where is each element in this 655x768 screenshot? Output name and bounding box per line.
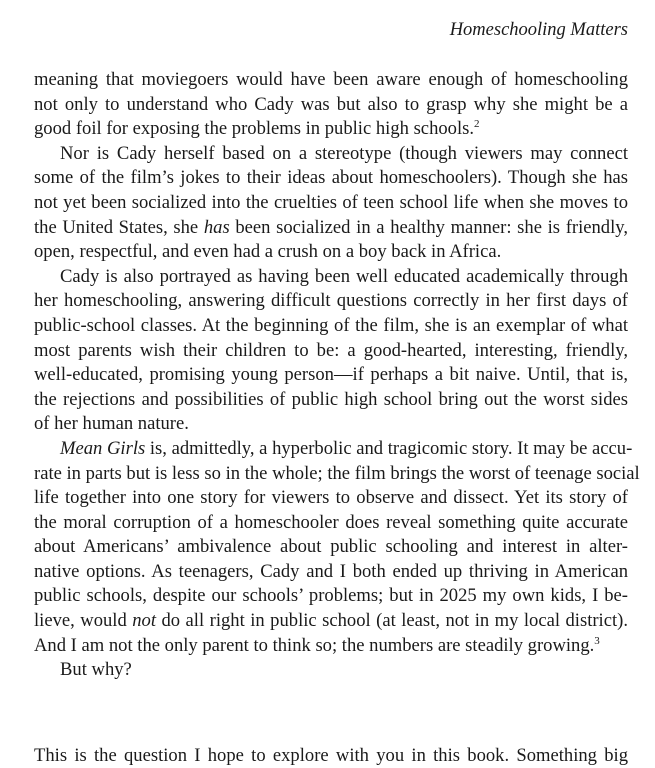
text-line: meaning that moviegoers would have been aware enough of homeschooling (34, 69, 628, 90)
text-line: But why? (60, 659, 132, 681)
line-text: is, admittedly, a hyperbolic and tragicomic story. It may be accu- (145, 437, 633, 459)
text-line (34, 634, 628, 659)
text-line: This is the question I hope to explore with you in this book. Something big (34, 744, 628, 766)
text-line: most parents wish their children to be: a good-hearted, interesting, friendly, (34, 339, 628, 361)
body-text (34, 68, 640, 768)
text-line: life together into one story for viewers to observe and dissect. Yet its story of (34, 487, 628, 509)
text-line: not only to understand who Cady was but also to grasp why she might be a (34, 93, 628, 115)
line-text: been socialized in a healthy manner: she is friendly, (229, 216, 629, 238)
text-line: Nor is Cady herself based on a stereotype (though viewers may connect (60, 142, 628, 164)
text-line (34, 117, 628, 142)
running-head: Homeschooling Matters (449, 20, 628, 40)
text-line: public-school classes. At the beginning of the film, she is an exemplar of what (34, 314, 628, 336)
text-line: well-educated, promising young person—if perhaps a bit naive. Until, that is, (34, 364, 628, 386)
text-line: not yet been socialized into the cruelties of teen school life when she moves to (34, 191, 628, 213)
paragraph-1 (34, 68, 628, 142)
text-line: of her human nature. (34, 413, 189, 435)
paragraph-5 (34, 658, 628, 683)
text-line (34, 437, 633, 462)
text-line: the rejections and possibilities of public high school bring out the worst sides (34, 388, 628, 410)
line-text: do all right in public school (at least, not in my local district). (156, 610, 628, 632)
emphasis-text: has (203, 216, 230, 238)
line-text: lieve, would (34, 610, 133, 632)
text-line: about Americans’ ambivalence about public schooling and interest in alter- (34, 536, 628, 558)
paragraph-6 (34, 744, 628, 768)
text-line (34, 609, 628, 634)
line-text: And I am not the only parent to think so; the numbers are steadily growing. (34, 634, 595, 656)
text-line: rate in parts but is less so in the whole; the film brings the worst of teenage social (34, 462, 640, 484)
film-title-text: Mean Girls (60, 437, 146, 459)
paragraph-2 (34, 142, 628, 265)
line-text: the United States, she (34, 216, 204, 238)
text-line: some of the film’s jokes to their ideas about homeschoolers). Though she has (34, 167, 628, 189)
text-line: open, respectful, and even had a crush on a boy back in Africa. (34, 241, 502, 263)
footnote-marker-2[interactable]: 2 (474, 118, 480, 131)
text-line: the moral corruption of a homeschooler does reveal something quite accurate (34, 511, 628, 533)
emphasis-text: not (132, 610, 156, 632)
section-break (34, 683, 628, 744)
line-text: good foil for exposing the problems in public high schools. (34, 118, 475, 140)
text-line: public schools, despite our schools’ problems; but in 2025 my own kids, I be- (34, 585, 628, 607)
paragraph-3 (34, 265, 628, 437)
paragraph-4 (34, 437, 640, 658)
text-line (34, 216, 628, 241)
footnote-marker-3[interactable]: 3 (594, 634, 600, 647)
text-line: Cady is also portrayed as having been well educated academically through (60, 265, 628, 287)
text-line: her homeschooling, answering difficult questions correctly in her first days of (34, 290, 628, 312)
text-line: native options. As teenagers, Cady and I both ended up thriving in American (34, 560, 628, 582)
